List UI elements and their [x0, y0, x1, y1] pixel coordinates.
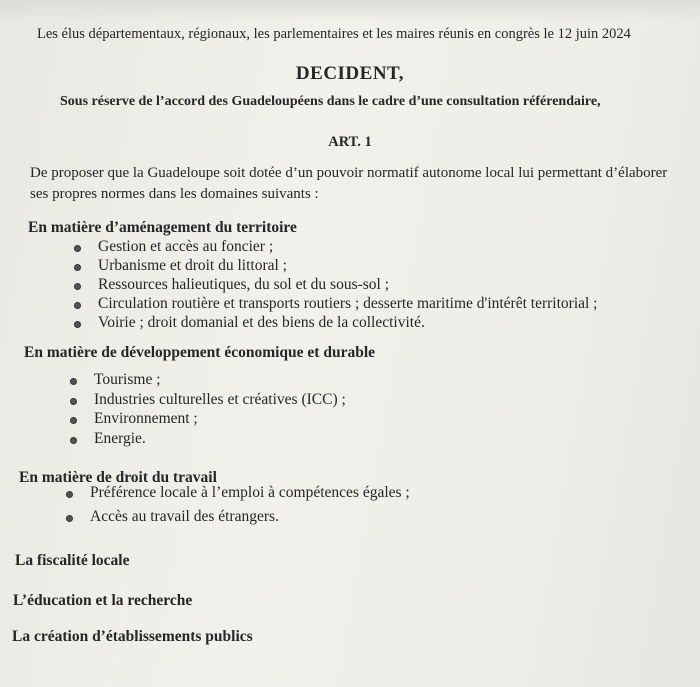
intro-line: Les élus départementaux, régionaux, les parlementaires et les maires réunis en congrès le 12 juin 2024 [37, 26, 631, 42]
domain-etablissements: La création d’établissements publics [12, 628, 253, 645]
decident-title: DECIDENT, [295, 63, 405, 84]
bullet-icon [70, 378, 77, 385]
list-item: Accès au travail des étrangers. [66, 508, 410, 532]
section-heading-developpement: En matière de développement économique et durable [24, 344, 376, 361]
list-item: Voirie ; droit domanial et des biens de la collectivité. [74, 314, 598, 333]
list-droit-travail [66, 484, 410, 532]
list-item: Préférence locale à l’emploi à compétences égales ; [66, 484, 410, 508]
article-paragraph: De proposer que la Guadeloupe soit dotée d’un pouvoir normatif autonome local lui permettant d’élaborer ses propres normes dans les domaines suivants : [30, 165, 668, 202]
list-item: Ressources halieutiques, du sol et du sous-sol ; [74, 276, 598, 295]
section-heading-amenagement: En matière d’aménagement du territoire [28, 219, 297, 236]
reserve-clause: Sous réserve de l’accord des Guadeloupéens dans le cadre d’une consultation référendaire, [60, 94, 601, 109]
domain-fiscalite: La fiscalité locale [15, 552, 130, 569]
bullet-icon [70, 437, 77, 444]
bullet-icon [66, 515, 73, 522]
list-item: Gestion et accès au foncier ; [74, 238, 598, 257]
list-item: Energie. [70, 430, 346, 450]
domain-education: L’éducation et la recherche [13, 592, 193, 609]
bullet-icon [66, 491, 73, 498]
bullet-icon [74, 245, 81, 252]
list-item: Industries culturelles et créatives (ICC) ; [70, 391, 346, 411]
list-item: Tourisme ; [70, 371, 346, 391]
bullet-icon [74, 321, 81, 328]
section-heading-droit-travail: En matière de droit du travail [19, 469, 217, 486]
bullet-icon [70, 417, 77, 424]
list-developpement [70, 371, 346, 449]
article-number: ART. 1 [328, 134, 372, 150]
list-item: Environnement ; [70, 410, 346, 430]
bullet-icon [74, 302, 81, 309]
bullet-icon [70, 398, 77, 405]
list-item: Circulation routière et transports routiers ; desserte maritime d'intérêt territorial ; [74, 295, 598, 314]
list-item: Urbanisme et droit du littoral ; [74, 257, 598, 276]
bullet-icon [74, 283, 81, 290]
bullet-icon [74, 264, 81, 271]
list-amenagement [74, 238, 598, 333]
page-top-shadow [0, 0, 700, 22]
